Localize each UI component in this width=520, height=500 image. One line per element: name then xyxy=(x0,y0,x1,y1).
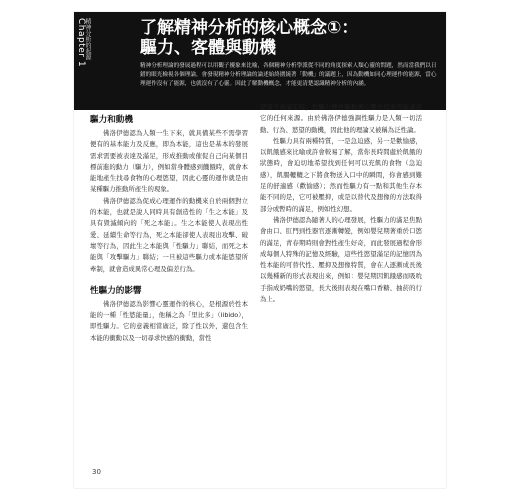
left-column xyxy=(90,114,248,344)
paragraph: 佛洛伊德認為影響心靈運作的核心，是根源於性本能的一種「性慾能量」，他稱之為「里比多」（libido），即性驅力。它的意義相當廣泛，除了性以外，還包含生本能的衝動以及一切尋求快感的衝動，當性 xyxy=(90,299,248,342)
section-heading-sexual-drive: 性驅力的影響 xyxy=(90,285,142,296)
title-line-2: 驅力、客體與動機 xyxy=(140,38,276,58)
paragraph: 佛洛伊德認為隨著人的心理發展，性驅力的滿足焦點會由口、肛門到性器官逐漸轉變，例如嬰兒期著重於口慾的滿足，青春期時則會對性產生好奇，而此發展過程會形成每個人特殊的記憶及經驗，這些性慾望滿足的記憶因為性本能的可替代性、壓抑及想像特質，會在人逐漸成長後以幾種新的形式表現出來，例如：嬰兒期因飢餓感而吸吮手指成奶嘴的慾望，長大後則表現在嘴口香糖、抽菸的行為上。 xyxy=(260,215,422,304)
chapter-header-banner xyxy=(74,12,446,110)
title-line-1: 了解精神分析的核心概念①： xyxy=(140,18,359,38)
side-strip-header xyxy=(74,12,92,110)
right-column xyxy=(260,102,422,305)
paragraph: 慾望不被滿足時，性驅力便會驅動著心靈去追求可能滿足它的任何來源。由於佛洛伊德強調性驅力是人類一切活動、行為、慾望的動機，因此他的理論又被稱為泛性論。 xyxy=(260,103,422,134)
chapter-subtitle: 精神分析的起源 xyxy=(84,18,91,60)
paragraph: 佛洛伊德認為人類一生下來，就具備某些不需學習便有的基本能力及反應，即為本能，這也是基本的發展需求需要被表達及滿足，形成推動或催促自己向某個目標前進的動力（驅力），例如當身體感到饑餓時，就會本能地產生找尋食物的心理慾望，因此心靈的運作就是由某種驅力推動所產生的現象。 xyxy=(90,129,248,194)
paragraph: 性驅力具有兩種特質，一是急迫感，另一是歡愉感，以飢餓感來比喻或許會較易了解，當你長時間處於飢餓的狀態時，會迫切地希望找到任何可以充飢的食物（急迫感），飢腸轆轆之下將食物送入口中的瞬間，你會感到難足的舒適感（歡愉感）；然而性驅力有一點和其他生存本能不同的是，它可被壓抑，或是以替代及想像的方法取得部分或暫時的滿足，例如性幻想。 xyxy=(260,136,422,213)
intro-paragraph: 精神分析理論的發展過程可以用觀子擾象來比喻，各個精神分析學派從不同的角度探索人類心靈的問題，然而當我們以日錯的眼光檢視各個理論，會發現精神分析理論的論述始終圍繞著「動機」的議題上，因為動機如同心理運作的能源，當心理運作沒有了能源，也就沒有了心靈。因此了解動機概念，才能更清楚認識精神分析的內涵。 xyxy=(140,63,437,87)
page-title xyxy=(140,18,358,58)
chapter-label: Chapter 1 xyxy=(76,18,86,68)
section-heading-drive-motivation: 驅力和動機 xyxy=(90,115,133,125)
page-number: 30 xyxy=(92,468,101,476)
paragraph: 佛洛伊德認為促成心理運作的動機來自於兩個對立的本能，也就是說人同時具有創造性的「生之本能」及具有毀滅傾向的「死之本能」。生之本能使人表現出性愛、延續生命等行為，死之本能卻使人表現出攻擊、破壞等行為，因此生之本能與「性驅力」聯結，而死之本能與「攻擊驅力」聯結；一旦被這些驅力或本能慾望所牽制，就會造成異常心理及偏差行為。 xyxy=(90,196,248,273)
